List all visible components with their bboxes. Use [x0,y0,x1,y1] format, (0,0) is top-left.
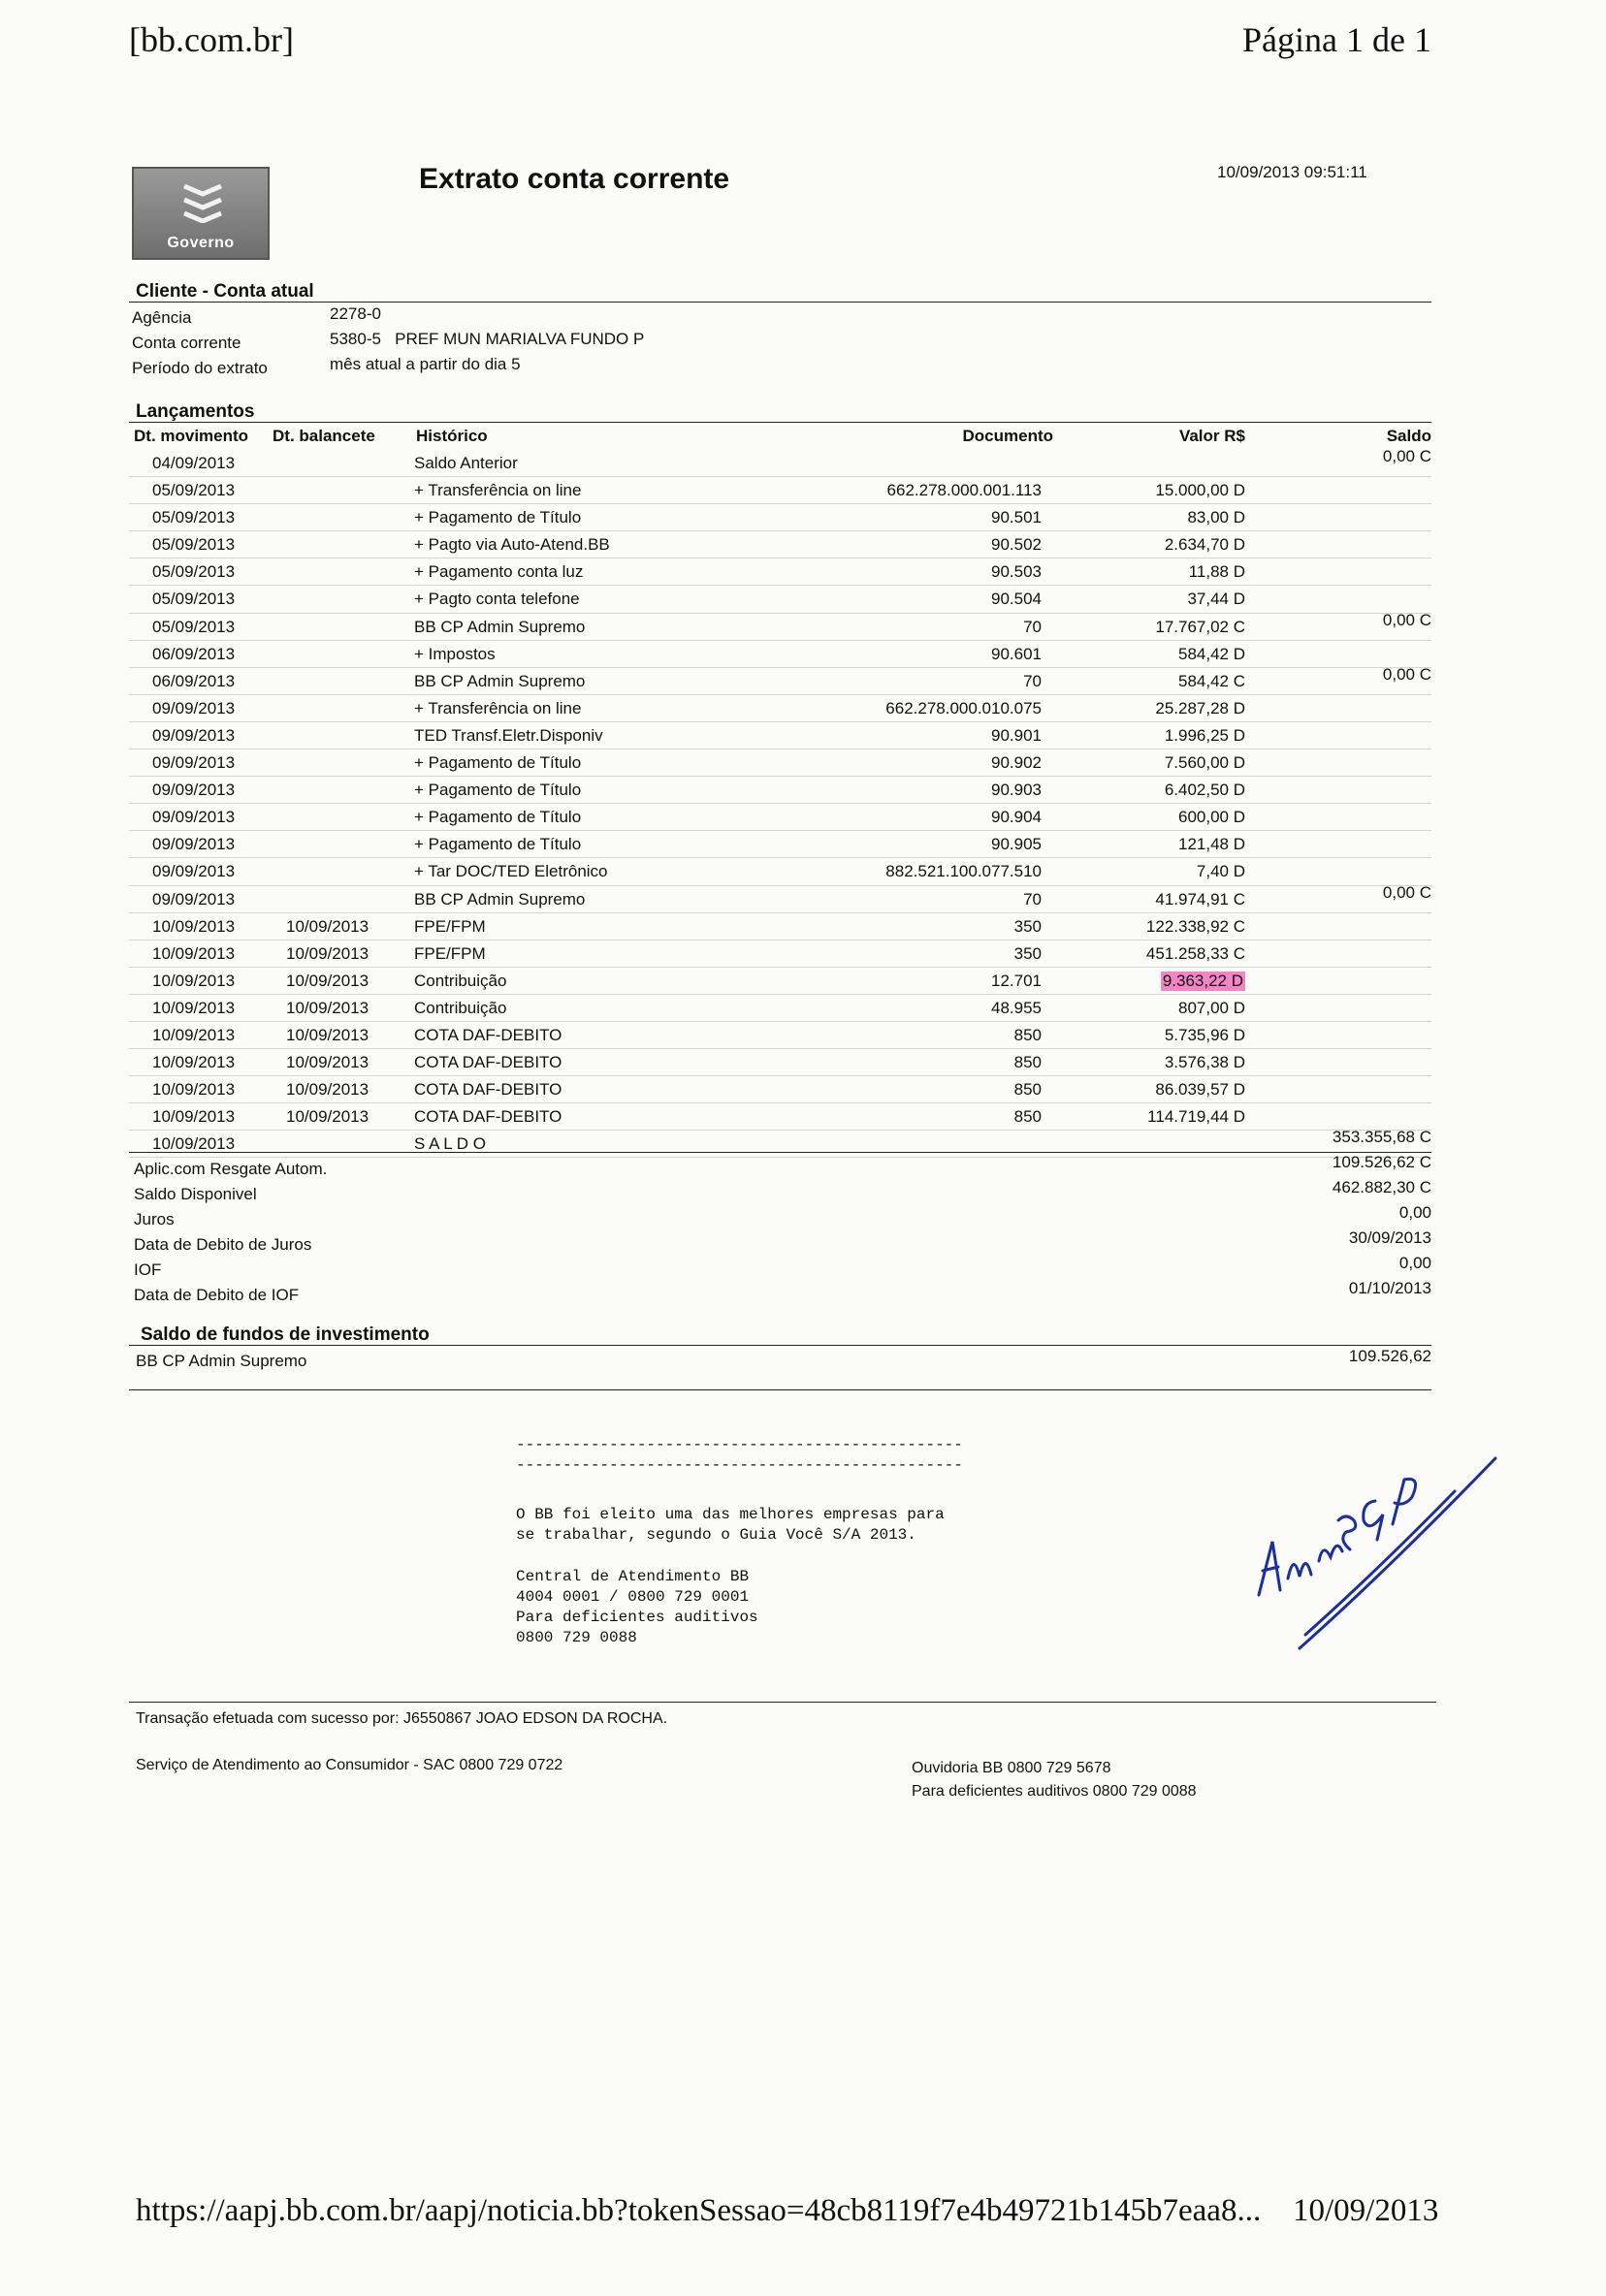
cell-doc: 662.278.000.001.113 [886,481,1042,500]
client-field-value: mês atual a partir do dia 5 [330,355,521,373]
table-row [129,1076,1431,1103]
col-valor: Valor R$ [1178,427,1245,445]
print-header-page: Página 1 de 1 [1242,20,1431,59]
cell-val: 9.363,22 D [1162,971,1243,990]
table-row [129,447,1431,477]
ouvidoria-deaf-line: Para deficientes auditivos 0800 729 0088 [912,1783,1197,1800]
col-dt-balancete: Dt. balancete [273,427,375,445]
cell-mov: 10/09/2013 [152,998,236,1017]
logo-label: Governo [167,235,235,251]
cell-hist: S A L D O [414,1134,487,1154]
sac-contact: Serviço de Atendimento ao Consumidor - SAC 0800 729 0722 [136,1757,563,1773]
table-row [129,1022,1431,1049]
divider [129,302,1431,303]
table-row [129,941,1431,968]
cell-val: 584,42 D [1178,644,1245,663]
cell-doc: 882.521.100.077.510 [885,862,1042,881]
cell-bal: 10/09/2013 [286,916,369,936]
cell-mov: 06/09/2013 [152,671,236,690]
cell-doc: 90.501 [991,508,1042,527]
cell-mov: 10/09/2013 [152,916,236,936]
client-field-label: Período do extrato [132,359,268,377]
col-saldo: Saldo [1386,427,1431,445]
notice-block [516,1435,963,1648]
client-heading: Cliente - Conta atual [136,281,314,302]
cell-hist: + Pagamento de Título [414,835,582,854]
cell-val: 86.039,57 D [1155,1080,1245,1100]
ouvidoria-line: Ouvidoria BB 0800 729 5678 [912,1760,1111,1776]
col-historico: Histórico [416,427,488,445]
cell-bal: 10/09/2013 [286,1080,369,1100]
cell-doc: 850 [1013,1080,1042,1100]
cell-val: 5.735,96 D [1164,1025,1245,1044]
cell-hist: + Tar DOC/TED Eletrônico [414,862,608,881]
table-row [129,804,1431,831]
client-field-label: Agência [132,308,192,327]
bb-governo-logo [132,167,270,260]
cell-hist: + Transferência on line [414,481,582,500]
cell-doc: 90.502 [991,535,1042,555]
cell-bal: 10/09/2013 [286,943,369,963]
cell-mov: 05/09/2013 [152,481,236,500]
summary-value: 462.882,30 C [1332,1178,1431,1196]
bb-logo-icon [177,178,229,223]
cell-doc: 90.503 [991,562,1042,582]
summary-value: 109.526,62 C [1332,1153,1431,1171]
cell-doc: 850 [1013,1025,1042,1044]
entries-table [129,427,1431,1158]
summary-value: 0,00 [1398,1254,1431,1272]
client-field-label: Conta corrente [132,334,241,352]
cell-doc: 90.504 [991,590,1042,609]
cell-mov: 05/09/2013 [152,535,236,555]
table-row [129,477,1431,504]
table-row [129,882,1431,913]
table-row [129,968,1431,995]
cell-saldo: 353.355,68 C [1332,1128,1431,1147]
cell-mov: 10/09/2013 [152,1134,236,1154]
col-dt-movimento: Dt. movimento [134,427,249,445]
table-row [129,749,1431,777]
cell-hist: Saldo Anterior [414,454,518,472]
divider [129,1345,1431,1346]
cell-doc: 90.901 [991,725,1042,745]
col-documento: Documento [962,427,1053,445]
divider [129,1389,1431,1390]
cell-doc: 70 [1023,671,1042,690]
cell-hist: + Pagamento de Título [414,808,582,827]
cell-val: 7.560,00 D [1164,753,1245,773]
cell-val: 600,00 D [1178,808,1245,827]
divider [129,422,1431,423]
cell-mov: 10/09/2013 [152,1107,236,1127]
cell-doc: 12.701 [991,971,1042,990]
cell-hist: + Transferência on line [414,698,582,718]
cell-doc: 90.905 [991,835,1042,854]
cell-hist: + Pagamento de Título [414,781,582,800]
cell-hist: Contribuição [414,998,507,1017]
cell-saldo: 0,00 C [1382,610,1431,629]
fund-name: BB CP Admin Supremo [136,1352,307,1370]
summary-value: 30/09/2013 [1348,1228,1431,1247]
cell-doc: 70 [1023,889,1042,909]
transaction-status: Transação efetuada com sucesso por: J6550867 JOAO EDSON DA ROCHA. [136,1710,668,1727]
table-row [129,695,1431,722]
cell-val: 807,00 D [1178,998,1245,1017]
cell-val: 37,44 D [1187,590,1245,609]
cell-mov: 10/09/2013 [152,943,236,963]
cell-mov: 05/09/2013 [152,508,236,527]
table-header [129,427,1431,450]
table-row [129,1103,1431,1131]
divider [129,1702,1436,1703]
print-footer-date: 10/09/2013 [1293,2193,1439,2228]
cell-mov: 09/09/2013 [152,698,236,718]
summary-label: Data de Debito de Juros [134,1235,312,1254]
cell-val: 1.996,25 D [1164,725,1245,745]
cell-bal: 10/09/2013 [286,998,369,1017]
table-row [129,722,1431,749]
cell-mov: 09/09/2013 [152,725,236,745]
cell-bal: 10/09/2013 [286,971,369,990]
table-row [129,831,1431,858]
summary-label: Data de Debito de IOF [134,1286,300,1304]
summary-value: 01/10/2013 [1348,1279,1431,1297]
cell-bal: 10/09/2013 [286,1107,369,1127]
notice-message: O BB foi eleito uma das melhores empresas para se trabalhar, segundo o Guia Você S/A 2013. [516,1506,945,1544]
fund-value: 109.526,62 [1348,1347,1431,1365]
summary-label: Saldo Disponivel [134,1185,257,1203]
table-row [129,641,1431,668]
cell-doc: 350 [1013,916,1042,936]
cell-val: 15.000,00 D [1155,481,1245,500]
ouvidoria-contact [912,1757,1197,1803]
cell-mov: 09/09/2013 [152,889,236,909]
cell-hist: COTA DAF-DEBITO [414,1107,562,1127]
cell-hist: + Pagamento de Título [414,508,582,527]
cell-val: 6.402,50 D [1164,781,1245,800]
cell-val: 41.974,91 C [1155,889,1245,909]
cell-doc: 850 [1013,1107,1042,1127]
cell-mov: 09/09/2013 [152,781,236,800]
table-row [129,858,1431,885]
cell-mov: 10/09/2013 [152,1080,236,1100]
cell-hist: + Pagto via Auto-Atend.BB [414,535,610,555]
entries-heading: Lançamentos [136,401,255,422]
cell-mov: 09/09/2013 [152,835,236,854]
cell-bal: 10/09/2013 [286,1025,369,1044]
divider [129,1152,1431,1153]
cell-val: 11,88 D [1188,562,1245,582]
cell-doc: 350 [1013,943,1042,963]
funds-heading: Saldo de fundos de investimento [141,1324,430,1345]
cell-doc: 48.955 [991,998,1042,1017]
cell-val: 17.767,02 C [1155,617,1245,636]
cell-hist: COTA DAF-DEBITO [414,1025,562,1044]
cell-val: 114.719,44 D [1147,1107,1245,1127]
cell-bal: 10/09/2013 [286,1053,369,1072]
table-row [129,558,1431,586]
print-footer-url: https://aapj.bb.com.br/aapj/noticia.bb?tokenSessao=48cb8119f7e4b49721b145b7eaa8... [136,2193,1262,2228]
cell-mov: 09/09/2013 [152,808,236,827]
cell-hist: FPE/FPM [414,916,486,936]
table-row [129,1049,1431,1076]
cell-hist: TED Transf.Eletr.Disponiv [414,725,603,745]
table-row [129,664,1431,695]
table-row [129,913,1431,941]
cell-hist: + Pagto conta telefone [414,590,580,609]
page-title: Extrato conta corrente [419,163,730,195]
cell-saldo: 0,00 C [1382,447,1431,465]
table-row [129,610,1431,641]
cell-doc: 90.903 [991,781,1042,800]
cell-val: 451.258,33 C [1145,943,1245,963]
statement-timestamp: 10/09/2013 09:51:11 [1217,163,1367,181]
cell-mov: 04/09/2013 [152,454,236,472]
handwritten-signature [1241,1416,1503,1677]
table-row [129,586,1431,613]
cell-doc: 90.904 [991,808,1042,827]
cell-hist: + Pagamento de Título [414,753,582,773]
cell-hist: FPE/FPM [414,943,486,963]
table-row [129,504,1431,531]
cell-hist: + Pagamento conta luz [414,562,584,582]
cell-mov: 09/09/2013 [152,753,236,773]
cell-mov: 05/09/2013 [152,617,236,636]
summary-label: Juros [134,1210,175,1228]
notice-contact: Central de Atendimento BB 4004 0001 / 0800 729 0001 Para deficientes auditivos 0800 729 0088 [516,1568,758,1646]
cell-hist: BB CP Admin Supremo [414,617,586,636]
cell-hist: BB CP Admin Supremo [414,889,586,909]
cell-mov: 10/09/2013 [152,1025,236,1044]
cell-val: 3.576,38 D [1164,1053,1245,1072]
table-row [129,995,1431,1022]
cell-doc: 70 [1023,617,1042,636]
cell-val: 121,48 D [1178,835,1245,854]
cell-val: 584,42 C [1178,671,1245,690]
cell-doc: 850 [1013,1053,1042,1072]
cell-hist: BB CP Admin Supremo [414,671,586,690]
cell-mov: 05/09/2013 [152,562,236,582]
cell-doc: 662.278.000.010.075 [885,698,1042,718]
cell-hist: + Impostos [414,644,496,663]
notice-dashes: ------------------------------------------------ ------------------------------------------------ [516,1436,963,1474]
print-header-site: [bb.com.br] [129,20,294,59]
cell-saldo: 0,00 C [1382,882,1431,902]
cell-doc: 90.601 [991,644,1042,663]
summary-label: Aplic.com Resgate Autom. [134,1160,328,1178]
table-row [129,777,1431,804]
table-row [129,531,1431,558]
client-field-value: 5380-5 PREF MUN MARIALVA FUNDO P [330,330,645,348]
entry-rows [129,447,1431,1158]
cell-val: 7,40 D [1196,862,1245,881]
cell-mov: 09/09/2013 [152,862,236,881]
client-field-value: 2278-0 [330,304,381,323]
table-row [129,1128,1431,1158]
summary-value: 0,00 [1398,1203,1431,1222]
cell-hist: COTA DAF-DEBITO [414,1080,562,1100]
cell-mov: 10/09/2013 [152,971,236,990]
cell-val: 122.338,92 C [1145,916,1245,936]
cell-hist: COTA DAF-DEBITO [414,1053,562,1072]
cell-mov: 10/09/2013 [152,1053,236,1072]
cell-saldo: 0,00 C [1382,664,1431,684]
cell-mov: 05/09/2013 [152,590,236,609]
cell-val: 83,00 D [1187,508,1245,527]
summary-label: IOF [134,1260,162,1279]
cell-val: 25.287,28 D [1155,698,1245,718]
cell-doc: 90.902 [991,753,1042,773]
cell-mov: 06/09/2013 [152,644,236,663]
cell-hist: Contribuição [414,971,507,990]
cell-val: 2.634,70 D [1164,535,1245,555]
